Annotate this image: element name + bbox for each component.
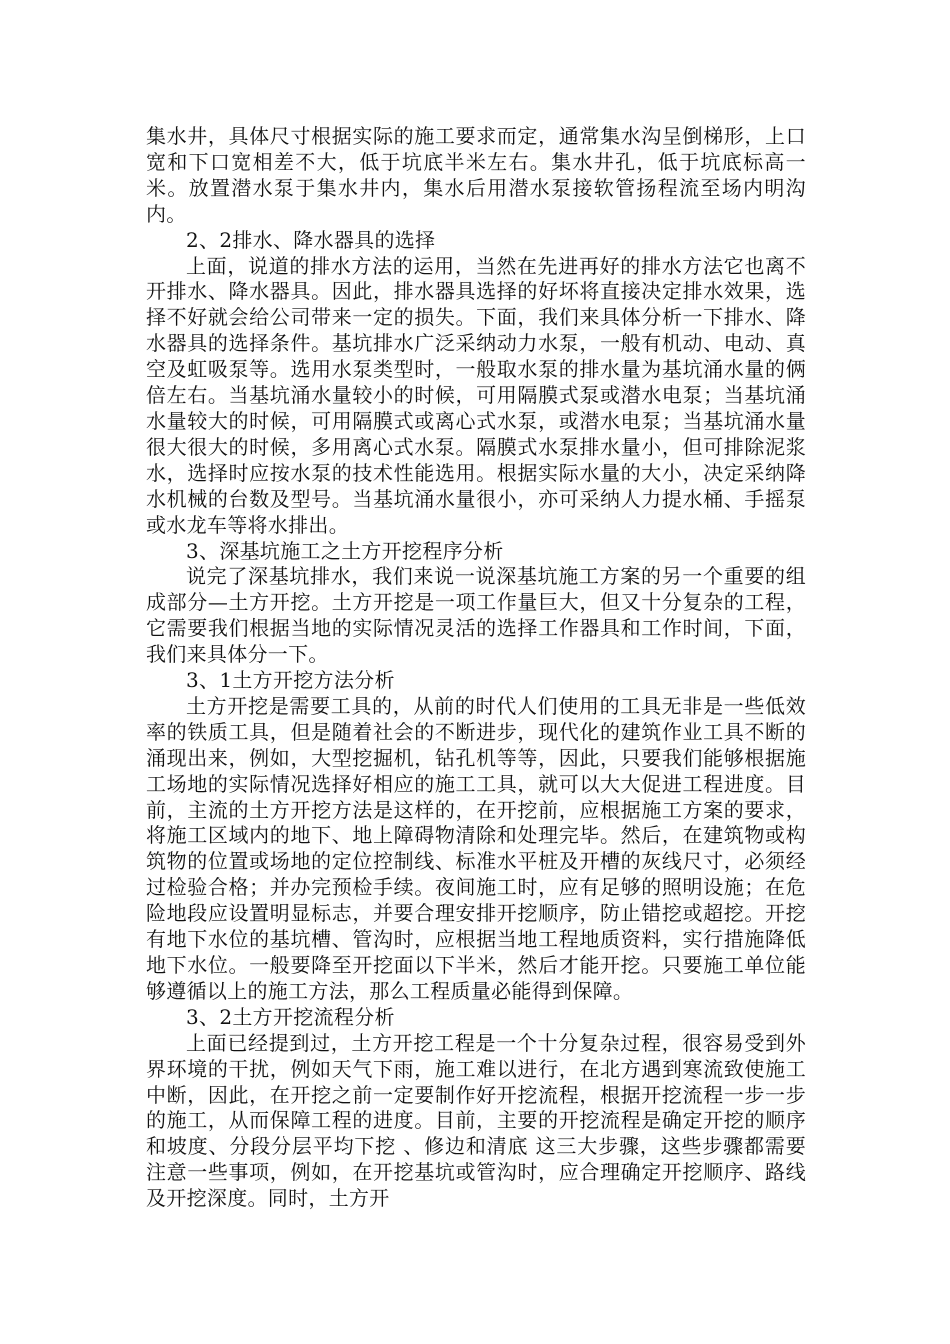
paragraph-continued: 集水井，具体尺寸根据实际的施工要求而定，通常集水沟呈倒梯形，上口宽和下口宽相差不大，低于坑底半米左右。集水井孔，低于坑底标高一米。放置潜水泵于集水井内，集水后用潜水泵接软管扬程流至场内明沟内。	[146, 124, 806, 226]
section-heading-2-2: 2、2排水、降水器具的选择	[186, 227, 436, 252]
section-heading-3-2: 3、2土方开挖流程分析	[186, 1004, 395, 1029]
section-heading-3-1: 3、1土方开挖方法分析	[186, 668, 395, 693]
paragraph-excavation-method: 土方开挖是需要工具的，从前的时代人们使用的工具无非是一些低效率的铁质工具，但是随着社会的不断进步，现代化的建筑作业工具不断的涌现出来，例如，大型挖掘机，钻孔机等等，因此，只要我们能够根据施工场地的实际情况选择好相应的施工工具，就可以大大促进工程进度。目前，主流的土方开挖方法是这样的，在开挖前，应根据施工方案的要求，将施工区域内的地下、地上障碍物清除和处理完毕。然后，在建筑物或构筑物的位置或场地的定位控制线、标准水平桩及开槽的灰线尺寸，必须经过检验合格；并办完预检手续。夜间施工时，应有足够的照明设施；在危险地段应设置明显标志，并要合理安排开挖顺序，防止错挖或超挖。开挖有地下水位的基坑槽、管沟时，应根据当地工程地质资料，实行措施降低地下水位。一般要降至开挖面以下半米，然后才能开挖。只要施工单位能够遵循以上的施工方法，那么工程质量必能得到保障。	[146, 693, 806, 1003]
paragraph-drainage-equipment: 上面，说道的排水方法的运用，当然在先进再好的排水方法它也离不开排水、降水器具。因此，排水器具选择的好坏将直接决定排水效果，选择不好就会给公司带来一定的损失。下面，我们来具体分析一下排水、降水器具的选择条件。基坑排水广泛采纳动力水泵，一般有机动、电动、真空及虹吸泵等。选用水泵类型时，一般取水泵的排水量为基坑涌水量的俩倍左右。当基坑涌水量较小的时候，可用隔膜式泵或潜水电泵；当基坑涌水量较大的时候，可用隔膜式或离心式水泵，或潜水电泵；当基坑涌水量很大很大的时候，多用离心式水泵。隔膜式水泵排水量小，但可排除泥浆水，选择时应按水泵的技术性能选用。根据实际水量的大小，决定采纳降水机械的台数及型号。当基坑涌水量很小，亦可采纳人力提水桶、手摇泵或水龙车等将水排出。	[146, 253, 806, 537]
document-body	[146, 124, 806, 1212]
paragraph-excavation-process: 上面已经提到过，土方开挖工程是一个十分复杂过程，很容易受到外界环境的干扰，例如天气下雨，施工难以进行，在北方遇到寒流致使施工中断，因此，在开挖之前一定要制作好开挖流程，根据开挖流程一步一步的施工，从而保障工程的进度。目前，主要的开挖流程是确定开挖的顺序和坡度、分段分层平均下挖 、修边和清底 这三大步骤，这些步骤都需要注意一些事项，例如，在开挖基坑或管沟时，应合理确定开挖顺序、路线及开挖深度。同时，土方开	[146, 1030, 806, 1211]
paragraph-excavation-intro: 说完了深基坑排水，我们来说一说深基坑施工方案的另一个重要的组成部分—土方开挖。土方开挖是一项工作量巨大，但又十分复杂的工程，它需要我们根据当地的实际情况灵活的选择工作器具和工作时间，下面，我们来具体分一下。	[146, 564, 806, 667]
section-heading-3: 3、深基坑施工之土方开挖程序分析	[186, 538, 504, 563]
